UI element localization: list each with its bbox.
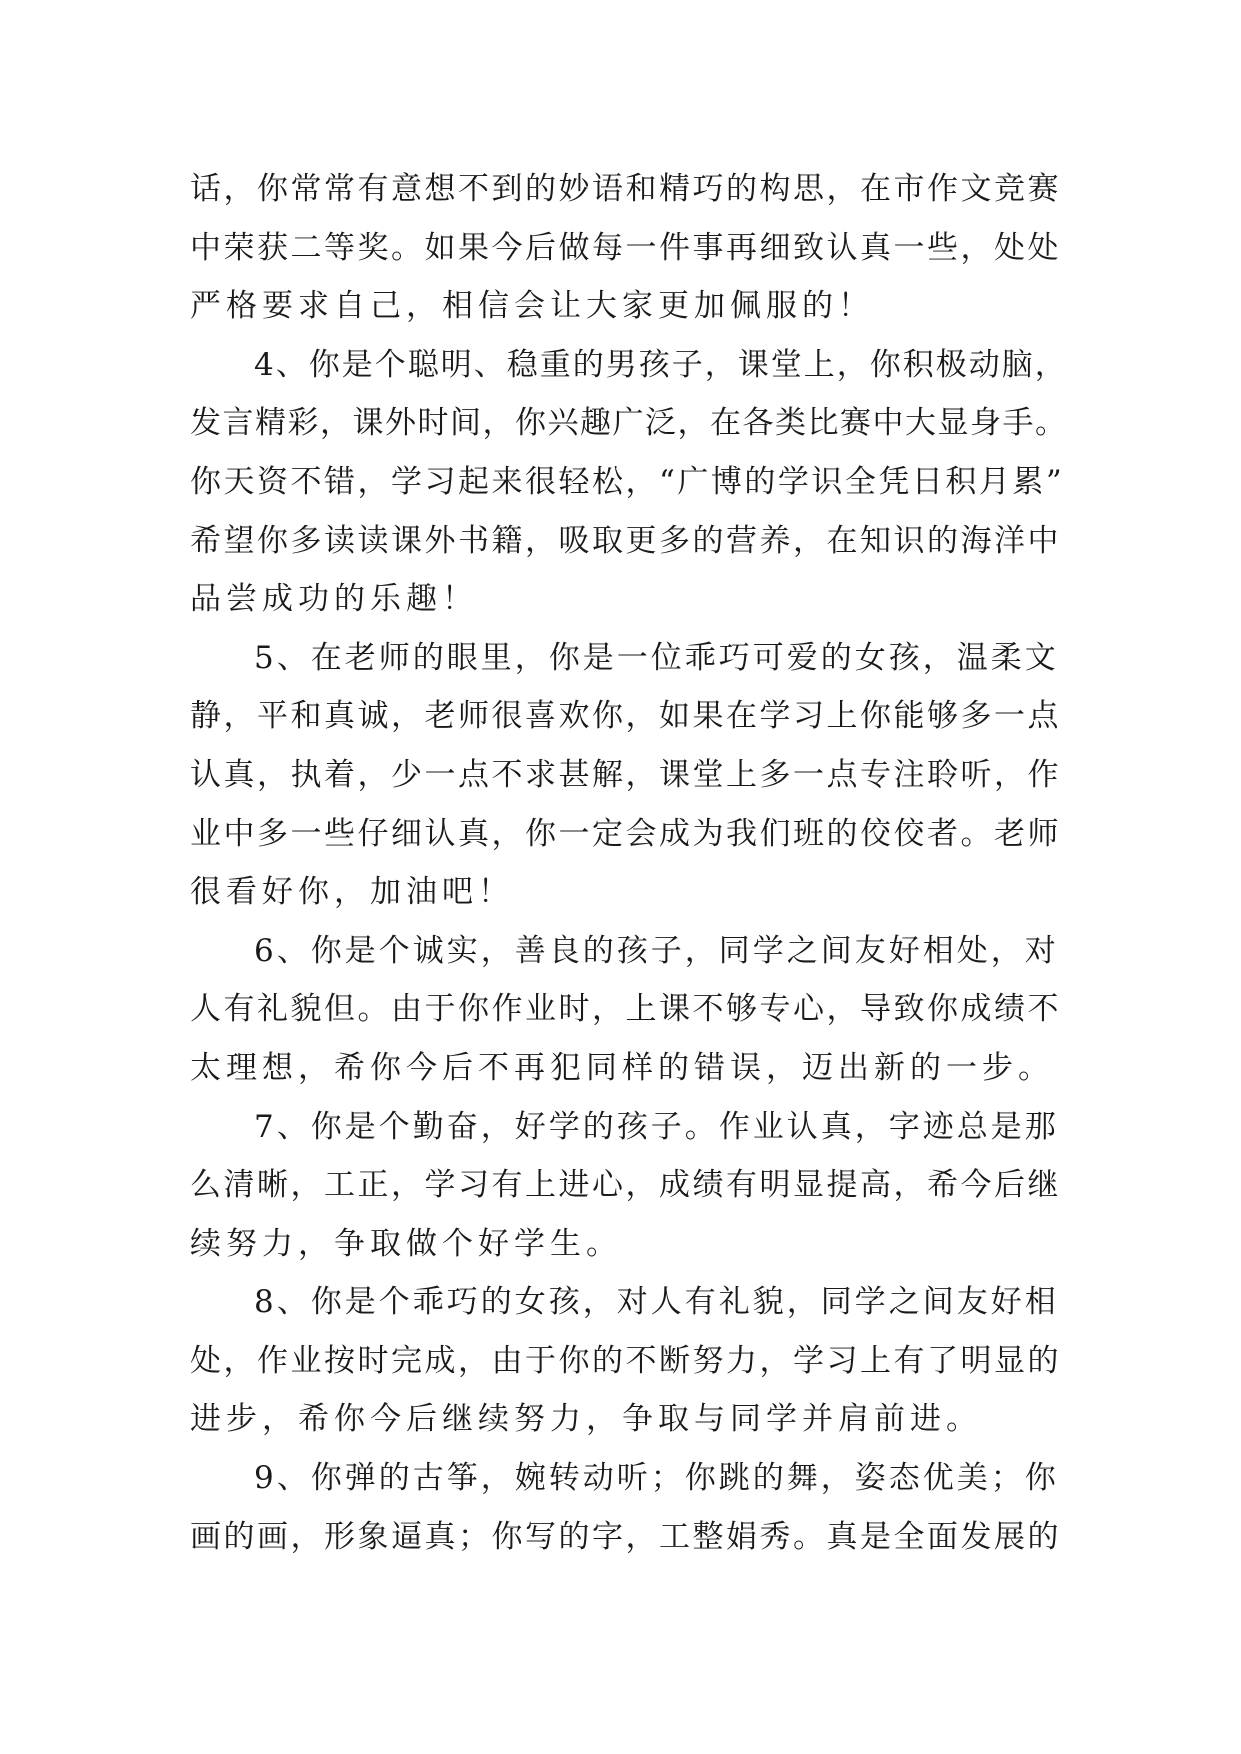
text-line: 进步，希你今后继续努力，争取与同学并肩前进。 — [190, 1401, 982, 1438]
text-line: 严格要求自己，相信会让大家更加佩服的！ — [190, 288, 874, 325]
text-line: 认真，执着，少一点不求甚解，课堂上多一点专注聆听，作 — [190, 756, 1061, 793]
text-line: 静，平和真诚，老师很喜欢你，如果在学习上你能够多一点 — [190, 698, 1061, 735]
text-line: 业中多一些仔细认真，你一定会成为我们班的佼佼者。老师 — [190, 815, 1061, 852]
paragraph-start-line: 7、你是个勤奋，好学的孩子。作业认真，字迹总是那 — [254, 1108, 1059, 1145]
text-line: 人有礼貌但。由于你作业时，上课不够专心，导致你成绩不 — [190, 991, 1061, 1028]
text-line: 么清晰，工正，学习有上进心，成绩有明显提高，希今后继 — [190, 1167, 1061, 1204]
document-body — [190, 160, 1070, 1566]
text-line: 中荣获二等奖。如果今后做每一件事再细致认真一些，处处 — [190, 229, 1061, 266]
paragraph-start-line: 9、你弹的古筝，婉转动听；你跳的舞，姿态优美；你 — [254, 1460, 1059, 1497]
text-line: 希望你多读读课外书籍，吸取更多的营养，在知识的海洋中 — [190, 522, 1061, 559]
paragraph-start-line: 4、你是个聪明、稳重的男孩子，课堂上，你积极动脑， — [254, 346, 1068, 383]
text-line: 品尝成功的乐趣！ — [190, 581, 478, 618]
text-line: 发言精彩，课外时间，你兴趣广泛，在各类比赛中大显身手。 — [190, 405, 1068, 442]
text-line: 续努力，争取做个好学生。 — [190, 1225, 622, 1262]
text-line: 太理想，希你今后不再犯同样的错误，迈出新的一步。 — [190, 1049, 1054, 1086]
paragraph-start-line: 5、在老师的眼里，你是一位乖巧可爱的女孩，温柔文 — [254, 639, 1059, 676]
text-line: 画的画，形象逼真；你写的字，工整娟秀。真是全面发展的 — [190, 1518, 1061, 1555]
text-line: 很看好你，加油吧！ — [190, 874, 514, 911]
text-line: 处，作业按时完成，由于你的不断努力，学习上有了明显的 — [190, 1342, 1061, 1379]
paragraph-start-line: 8、你是个乖巧的女孩，对人有礼貌，同学之间友好相 — [254, 1284, 1059, 1321]
text-line: 你天资不错，学习起来很轻松，“广博的学识全凭日积月累” — [190, 463, 1065, 500]
text-line: 话，你常常有意想不到的妙语和精巧的构思，在市作文竞赛 — [190, 171, 1061, 207]
paragraph-start-line: 6、你是个诚实，善良的孩子，同学之间友好相处，对 — [254, 932, 1059, 969]
